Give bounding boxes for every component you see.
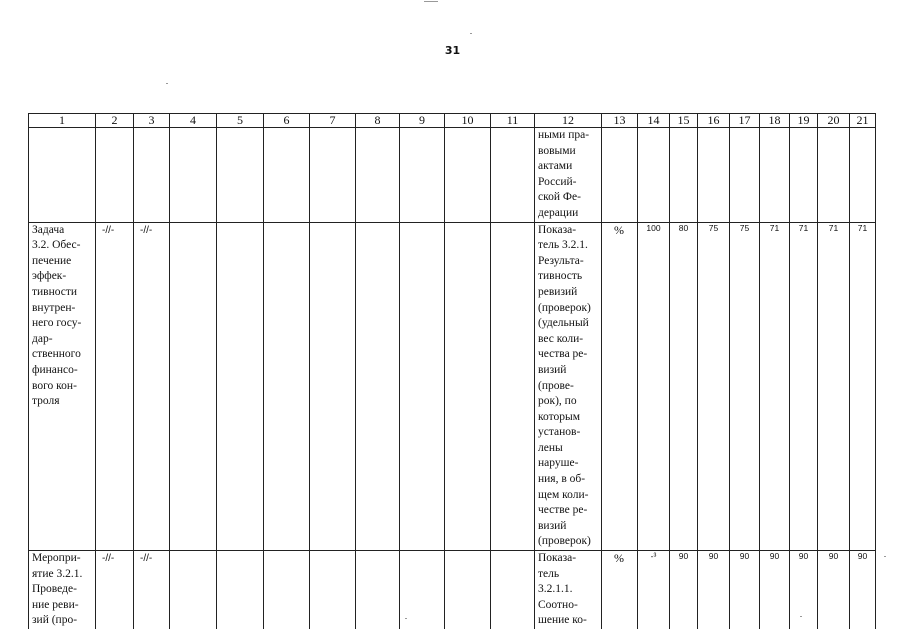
empty-cell [264, 128, 310, 223]
value-cell: 71 [850, 222, 876, 550]
empty-cell [310, 222, 356, 550]
empty-cell [170, 128, 217, 223]
task-cell [29, 128, 96, 223]
value-cell: 90 [850, 551, 876, 629]
scan-speck [424, 1, 438, 2]
empty-cell [310, 551, 356, 629]
empty-cell [170, 222, 217, 550]
value-cell: 71 [760, 222, 790, 550]
scan-speck [800, 616, 802, 617]
value-cell: -³ [638, 551, 670, 629]
empty-cell [264, 551, 310, 629]
unit-cell [602, 128, 638, 223]
value-cell [850, 128, 876, 223]
indicator-cell: Показа- тель 3.2.1.1. Соотно- шение ко- [535, 551, 602, 629]
indicator-cell: ными пра- вовыми актами Россий- ской Фе- дерации [535, 128, 602, 223]
empty-cell [491, 551, 535, 629]
value-cell [790, 128, 818, 223]
value-cell: 90 [730, 551, 760, 629]
page-number: 31 [444, 44, 461, 57]
column-header: 2 [96, 114, 134, 128]
scan-speck [405, 618, 407, 619]
column-header: 20 [818, 114, 850, 128]
table-row [29, 128, 876, 223]
scan-speck [884, 556, 886, 557]
empty-cell [310, 128, 356, 223]
task-cell: Задача 3.2. Обес- печение эффек- тивности внутрен- него госу- дар- ственного финансо- вого кон- троля [29, 222, 96, 550]
column-header: 6 [264, 114, 310, 128]
col2-cell: -//- [96, 551, 134, 629]
column-header: 8 [356, 114, 400, 128]
value-cell [638, 128, 670, 223]
value-cell: 75 [730, 222, 760, 550]
column-header: 17 [730, 114, 760, 128]
empty-cell [217, 222, 264, 550]
column-header: 12 [535, 114, 602, 128]
empty-cell [356, 128, 400, 223]
value-cell: 75 [698, 222, 730, 550]
value-cell [818, 128, 850, 223]
unit-cell: % [602, 222, 638, 550]
col2-cell: -//- [96, 222, 134, 550]
value-cell: 90 [698, 551, 730, 629]
value-cell: 90 [818, 551, 850, 629]
empty-cell [491, 222, 535, 550]
value-cell [730, 128, 760, 223]
empty-cell [400, 128, 445, 223]
column-header: 21 [850, 114, 876, 128]
value-cell [760, 128, 790, 223]
value-cell [670, 128, 698, 223]
column-header: 7 [310, 114, 356, 128]
empty-cell [356, 551, 400, 629]
column-header: 19 [790, 114, 818, 128]
value-cell: 90 [670, 551, 698, 629]
empty-cell [217, 128, 264, 223]
column-header: 5 [217, 114, 264, 128]
value-cell [698, 128, 730, 223]
indicator-cell: Показа- тель 3.2.1. Результа- тивность ревизий (проверок) (удельный вес коли- чества ре- визий (прове- рок), по которым установ- лены наруше- ния, в об- щем коли- честве ре- визий (проверок) [535, 222, 602, 550]
value-cell: 100 [638, 222, 670, 550]
col3-cell: -//- [134, 551, 170, 629]
column-header: 16 [698, 114, 730, 128]
col2-cell [96, 128, 134, 223]
empty-cell [170, 551, 217, 629]
column-header: 13 [602, 114, 638, 128]
column-header: 11 [491, 114, 535, 128]
empty-cell [445, 128, 491, 223]
value-cell: 71 [818, 222, 850, 550]
header-row [29, 114, 876, 128]
empty-cell [400, 222, 445, 550]
empty-cell [445, 222, 491, 550]
column-header: 10 [445, 114, 491, 128]
table-row [29, 551, 876, 629]
column-header: 4 [170, 114, 217, 128]
value-cell: 90 [790, 551, 818, 629]
unit-cell: % [602, 551, 638, 629]
value-cell: 80 [670, 222, 698, 550]
scan-speck [470, 33, 472, 34]
column-header: 14 [638, 114, 670, 128]
task-cell: Меропри- ятие 3.2.1. Проведе- ние реви- зий (про- [29, 551, 96, 629]
column-header: 18 [760, 114, 790, 128]
value-cell: 90 [760, 551, 790, 629]
column-header: 1 [29, 114, 96, 128]
column-header: 9 [400, 114, 445, 128]
empty-cell [491, 128, 535, 223]
empty-cell [445, 551, 491, 629]
table-row [29, 222, 876, 550]
value-cell: 71 [790, 222, 818, 550]
empty-cell [356, 222, 400, 550]
indicator-table [28, 113, 876, 629]
empty-cell [264, 222, 310, 550]
column-header: 3 [134, 114, 170, 128]
col3-cell: -//- [134, 222, 170, 550]
scan-speck [166, 83, 168, 84]
empty-cell [217, 551, 264, 629]
column-header: 15 [670, 114, 698, 128]
col3-cell [134, 128, 170, 223]
